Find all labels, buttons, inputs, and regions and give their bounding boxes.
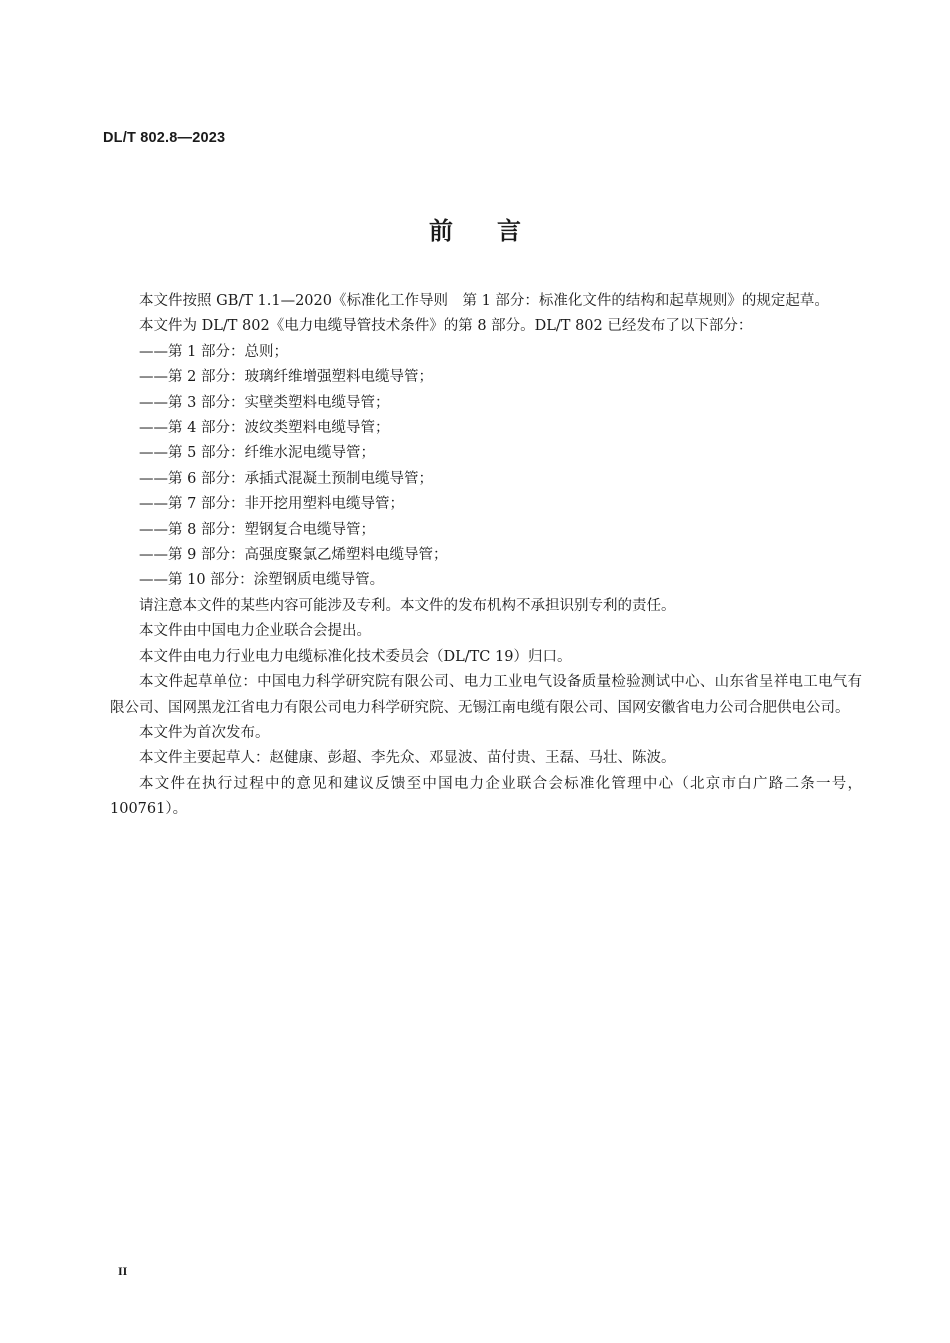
paragraph-drafters: 本文件主要起草人：赵健康、彭超、李先众、邓显波、苗付贵、王磊、马壮、陈波。 bbox=[139, 750, 676, 767]
list-item: ——第 6 部分：承插式混凝土预制电缆导管； bbox=[139, 470, 433, 487]
parts-list bbox=[110, 340, 862, 594]
section-title: 前言 bbox=[429, 217, 565, 245]
document-number: DL/T 802.8—2023 bbox=[103, 130, 226, 146]
list-item: ——第 10 部分：涂塑钢质电缆导管。 bbox=[139, 572, 385, 589]
paragraph-patent-notice: 请注意本文件的某些内容可能涉及专利。本文件的发布机构不承担识别专利的责任。 bbox=[139, 597, 676, 614]
paragraph-proposer: 本文件由中国电力企业联合会提出。 bbox=[139, 623, 371, 640]
list-item: ——第 8 部分：塑钢复合电缆导管； bbox=[139, 521, 375, 538]
list-item: ——第 1 部分：总则； bbox=[139, 343, 288, 360]
list-item: ——第 5 部分：纤维水泥电缆导管； bbox=[139, 445, 375, 462]
paragraph-first-issue: 本文件为首次发布。 bbox=[139, 724, 270, 741]
list-item: ——第 4 部分：波纹类塑料电缆导管； bbox=[139, 420, 390, 437]
paragraph-committee: 本文件由电力行业电力电缆标准化技术委员会（DL/TC 19）归口。 bbox=[139, 648, 572, 665]
paragraph-drafting-units: 本文件起草单位：中国电力科学研究院有限公司、电力工业电气设备质量检验测试中心、山东省呈祥电工电气有限公司、国网黑龙江省电力有限公司电力科学研究院、无锡江南电缆有限公司、国网安徽省电力公司合肥供电公司。 bbox=[110, 674, 862, 716]
list-item: ——第 7 部分：非开挖用塑料电缆导管； bbox=[139, 496, 404, 513]
list-item: ——第 3 部分：实壁类塑料电缆导管； bbox=[139, 394, 390, 411]
preface-body bbox=[110, 289, 862, 823]
paragraph-feedback: 本文件在执行过程中的意见和建议反馈至中国电力企业联合会标准化管理中心（北京市白广路二条一号，100761）。 bbox=[110, 775, 862, 818]
paragraph-drafting-rules: 本文件按照 GB/T 1.1—2020《标准化工作导则 第 1 部分：标准化文件的结构和起草规则》的规定起草。 bbox=[139, 293, 829, 309]
page-number: II bbox=[118, 1264, 128, 1278]
paragraph-series-intro: 本文件为 DL/T 802《电力电缆导管技术条件》的第 8 部分。DL/T 802 已经发布了以下部分： bbox=[139, 318, 753, 335]
list-item: ——第 9 部分：高强度聚氯乙烯塑料电缆导管； bbox=[139, 547, 448, 564]
list-item: ——第 2 部分：玻璃纤维增强塑料电缆导管； bbox=[139, 369, 433, 386]
